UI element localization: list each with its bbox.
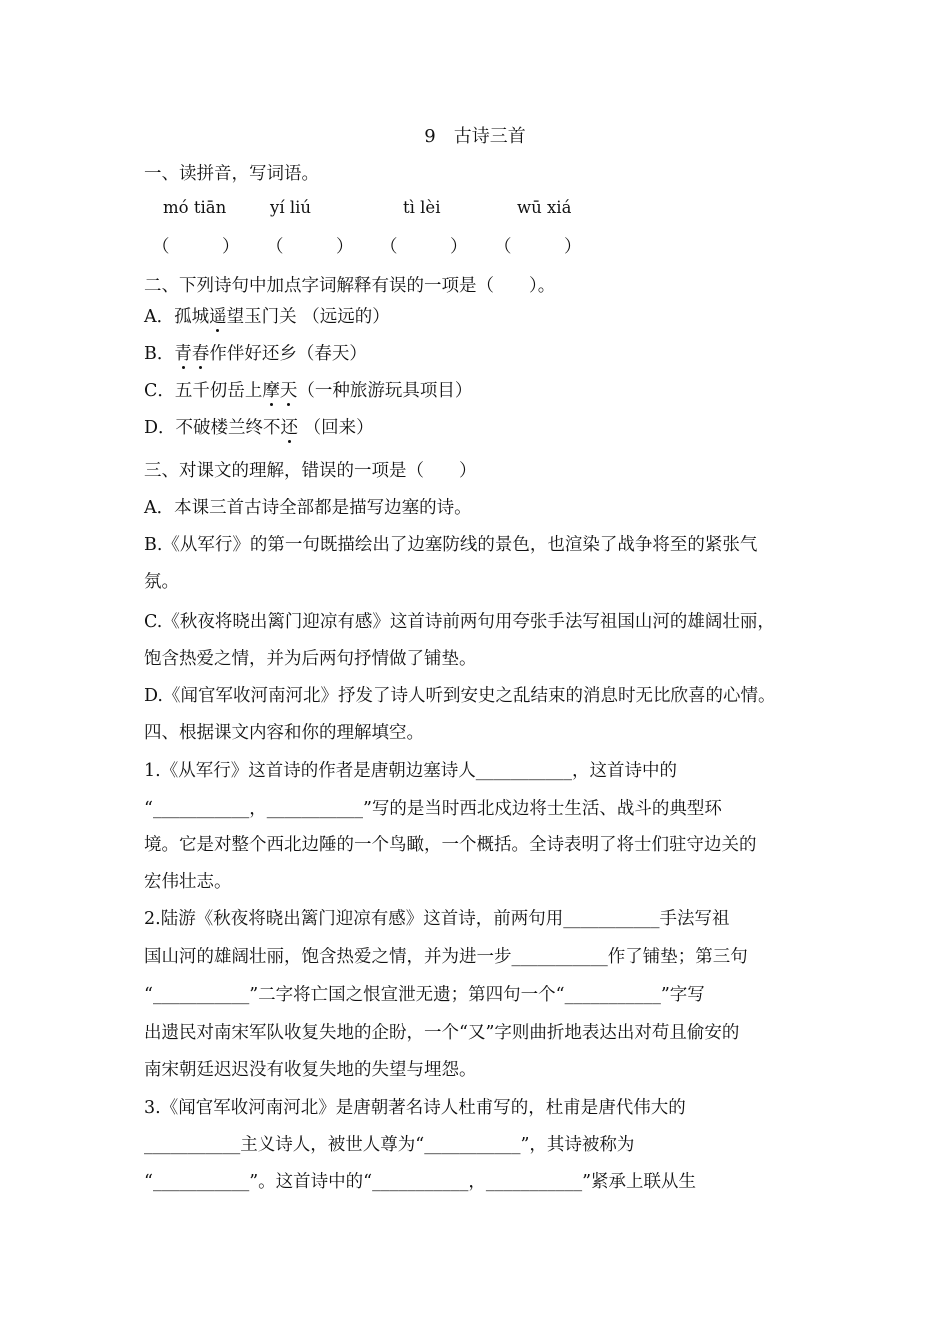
- option-b: [144, 340, 367, 365]
- section-4-line: 1.《从军行》这首诗的作者是唐朝边塞诗人___________，这首诗中的: [144, 761, 677, 781]
- answer-blank-1[interactable]: （ ）: [152, 237, 240, 257]
- pinyin-1: mó tiān: [163, 198, 227, 217]
- section-4-line: 2.陆游《秋夜将晓出篱门迎凉有感》这首诗，前两句用___________手法写祖: [144, 909, 730, 929]
- section-4-line: 境。它是对整个西北边陲的一个鸟瞰，一个概括。全诗表明了将士们驻守边关的: [144, 835, 757, 855]
- section-4-line: ___________主义诗人，被世人尊为“___________”，其诗被称为: [144, 1135, 635, 1155]
- page-title: 9 古诗三首: [424, 126, 526, 147]
- answer-blank-3[interactable]: （ ）: [380, 237, 468, 257]
- pinyin-row: [163, 198, 633, 220]
- section-3-line: C.《秋夜将晓出篱门迎凉有感》这首诗前两句用夸张手法写祖国山河的雄阔壮丽，: [144, 612, 775, 632]
- section-3-line: A．本课三首古诗全部都是描写边塞的诗。: [144, 498, 472, 518]
- option-b-pre: B．: [144, 344, 175, 364]
- answer-paren-row: [152, 233, 632, 255]
- section-1-heading: 一、读拼音，写词语。: [144, 164, 319, 184]
- pinyin-3: tì lèi: [403, 198, 441, 217]
- section-2-heading: 二、下列诗句中加点字词解释有误的一项是（ ）。: [144, 276, 556, 296]
- option-d-post: （回来）: [298, 418, 374, 438]
- option-d: [144, 414, 374, 439]
- section-4-line: 3.《闻官军收河南河北》是唐朝著名诗人杜甫写的，杜甫是唐代伟大的: [144, 1098, 686, 1118]
- option-c: [144, 377, 472, 402]
- section-3-line: D.《闻官军收河南河北》抒发了诗人听到安史之乱结束的消息时无比欣喜的心情。: [144, 686, 776, 706]
- pinyin-2: yí liú: [270, 198, 312, 217]
- option-c-post: （一种旅游玩具项目）: [297, 381, 473, 401]
- option-a: [144, 303, 390, 328]
- dotted-char: 摩: [262, 381, 280, 401]
- answer-blank-2[interactable]: （ ）: [266, 237, 354, 257]
- answer-blank-4[interactable]: （ ）: [494, 237, 582, 257]
- section-3-line: B.《从军行》的第一句既描绘出了边塞防线的景色，也渲染了战争将至的紧张气: [144, 535, 758, 555]
- section-3-heading: 三、对课文的理解，错误的一项是（ ）: [144, 461, 477, 481]
- dotted-char: 天: [279, 381, 298, 401]
- section-4-line: “___________，___________”写的是当时西北戍边将士生活、战斗的典型环: [144, 799, 722, 819]
- option-b-post: 作伴好还乡（春天）: [209, 344, 367, 364]
- section-4-line: 南宋朝廷迟迟没有收复失地的失望与埋怨。: [144, 1060, 477, 1080]
- dotted-char: 还: [280, 418, 299, 438]
- option-c-pre: C．五千仞岳上: [144, 381, 263, 401]
- section-4-line: “___________”二字将亡国之恨宣泄无遗；第四句一个“___________”字写: [144, 985, 705, 1005]
- dotted-char: 青: [174, 344, 192, 364]
- section-4-line: “___________”。这首诗中的“___________，___________”紧承上联从生: [144, 1172, 697, 1192]
- section-3-line: 饱含热爱之情，并为后两句抒情做了铺垫。: [144, 649, 477, 669]
- dotted-char: 春: [191, 344, 210, 364]
- section-4-heading: 四、根据课文内容和你的理解填空。: [144, 723, 424, 743]
- section-4-line: 国山河的雄阔壮丽，饱含热爱之情，并为进一步___________作了铺垫；第三句: [144, 947, 748, 967]
- option-d-pre: D．不破楼兰终不: [144, 418, 281, 438]
- section-4-line: 出遗民对南宋军队收复失地的企盼，一个“又”字则曲折地表达出对苟且偷安的: [144, 1023, 740, 1043]
- dotted-char: 遥: [209, 307, 227, 327]
- section-3-line: 氛。: [144, 572, 179, 592]
- section-4-line: 宏伟壮志。: [144, 872, 232, 892]
- option-a-pre: A．孤城: [144, 307, 210, 327]
- pinyin-4: wū xiá: [517, 198, 572, 217]
- option-a-post: 望玉门关 （远远的）: [226, 307, 390, 327]
